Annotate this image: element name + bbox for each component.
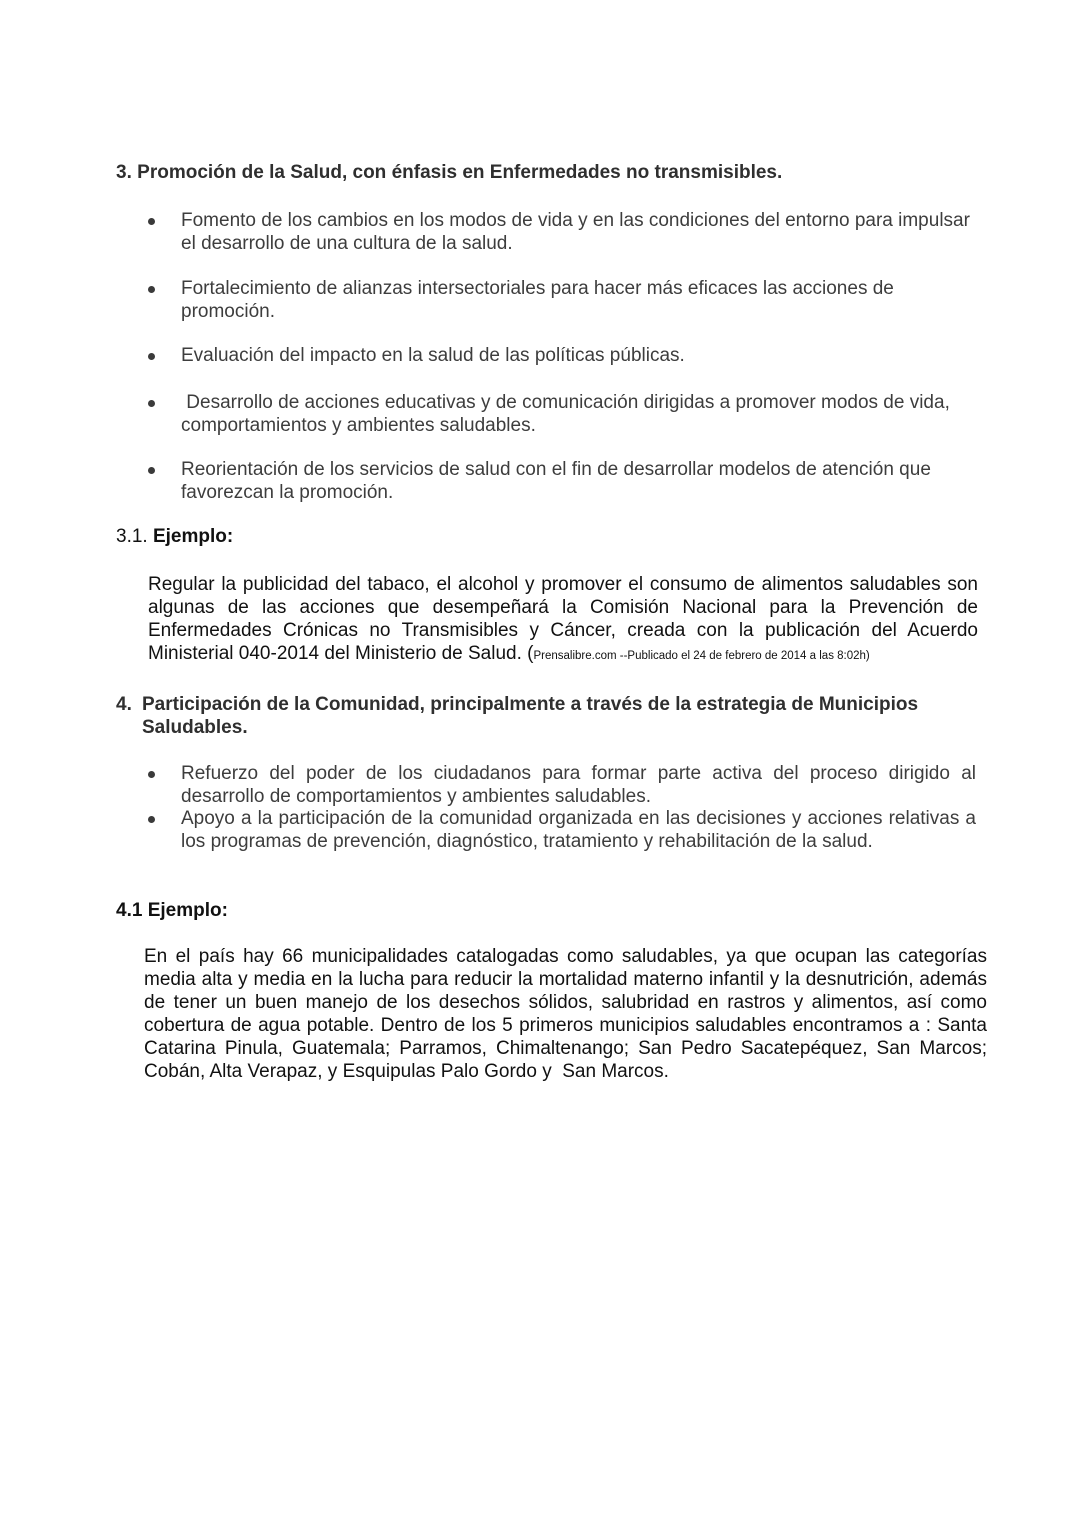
example-3-1-heading (116, 525, 233, 548)
bullet-text: Desarrollo de acciones educativas y de comunicación dirigidas a promover modos de vida, comportamientos y ambientes saludables. (181, 392, 956, 436)
bullet-text: Fomento de los cambios en los modos de vida y en las condiciones del entorno para impulsar el desarrollo de una cultura de la salud. (181, 210, 970, 254)
section-3-title: Promoción de la Salud, con énfasis en Enfermedades no transmisibles. (137, 162, 783, 183)
section-4-heading-continued (142, 716, 248, 739)
example-3-1-paragraph (148, 573, 978, 668)
bullet-icon (148, 218, 155, 225)
section-4-title-line-1: Participación de la Comunidad, principalmente a través de la estrategia de Municipios (142, 694, 919, 715)
example-4-1-heading (116, 899, 228, 922)
example-4-1-label: 4.1 Ejemplo: (116, 900, 228, 921)
bullet-text: Fortalecimiento de alianzas intersectoriales para hacer más eficaces las acciones de promoción. (181, 278, 894, 322)
bullet-text: Apoyo a la participación de la comunidad organizada en las decisiones y acciones relativas a los programas de prevención, diagnóstico, tratamiento y rehabilitación de la salud. (181, 808, 976, 852)
example-3-1-label: Ejemplo: (152, 526, 234, 547)
section-3-number: 3. (116, 162, 132, 183)
bullet-text: Refuerzo del poder de los ciudadanos para formar parte activa del proceso dirigido al desarrollo de comportamientos y ambientes saludables. (181, 763, 976, 807)
bullet-icon (148, 816, 155, 823)
example-3-1-citation: Prensalibre.com --Publicado el 24 de febrero de 2014 a las 8:02h) (533, 650, 870, 662)
section-4-title-line-2: Saludables. (142, 717, 248, 738)
bullet-text: Reorientación de los servicios de salud con el fin de desarrollar modelos de atención que favorezcan la promoción. (181, 459, 931, 503)
bullet-icon (148, 771, 155, 778)
bullet-icon (148, 286, 155, 293)
bullet-text: Evaluación del impacto en la salud de las políticas públicas. (181, 345, 685, 366)
bullet-icon (148, 467, 155, 474)
section-3-heading (116, 161, 782, 184)
bullet-icon (148, 400, 155, 407)
example-4-1-text: En el país hay 66 municipalidades catalogadas como saludables, ya que ocupan las categorías media alta y media en la lucha para reducir la mortalidad materno infantil y la desnutrición, además de tener un buen manejo de los desechos sólidos, salubridad en rastros y alimentos, así como cobertura de agua potable. Dentro de los 5 primeros municipios saludables encontramos a : Santa Catarina Pinula, Guatemala; Parramos, Chimaltenango; San Pedro Sacatepéquez, San Marcos; Cobán, Alta Verapaz, y Esquipulas Palo Gordo y San Marcos. (144, 946, 993, 1082)
section-4-heading (116, 693, 918, 716)
bullet-icon (148, 353, 155, 360)
example-4-1-paragraph (144, 945, 993, 1083)
example-3-1-text: Regular la publicidad del tabaco, el alcohol y promover el consumo de alimentos saludables son algunas de las acciones que desempeñará la Comisión Nacional para la Prevención de Enfermedades Crónicas no Transmisibles y Cáncer, creada con la publicación del Acuerdo Ministerial 040-2014 del Ministerio de Salud. ( (148, 574, 978, 664)
section-4-number: 4. (116, 694, 132, 715)
example-3-1-number: 3.1. (116, 526, 148, 547)
